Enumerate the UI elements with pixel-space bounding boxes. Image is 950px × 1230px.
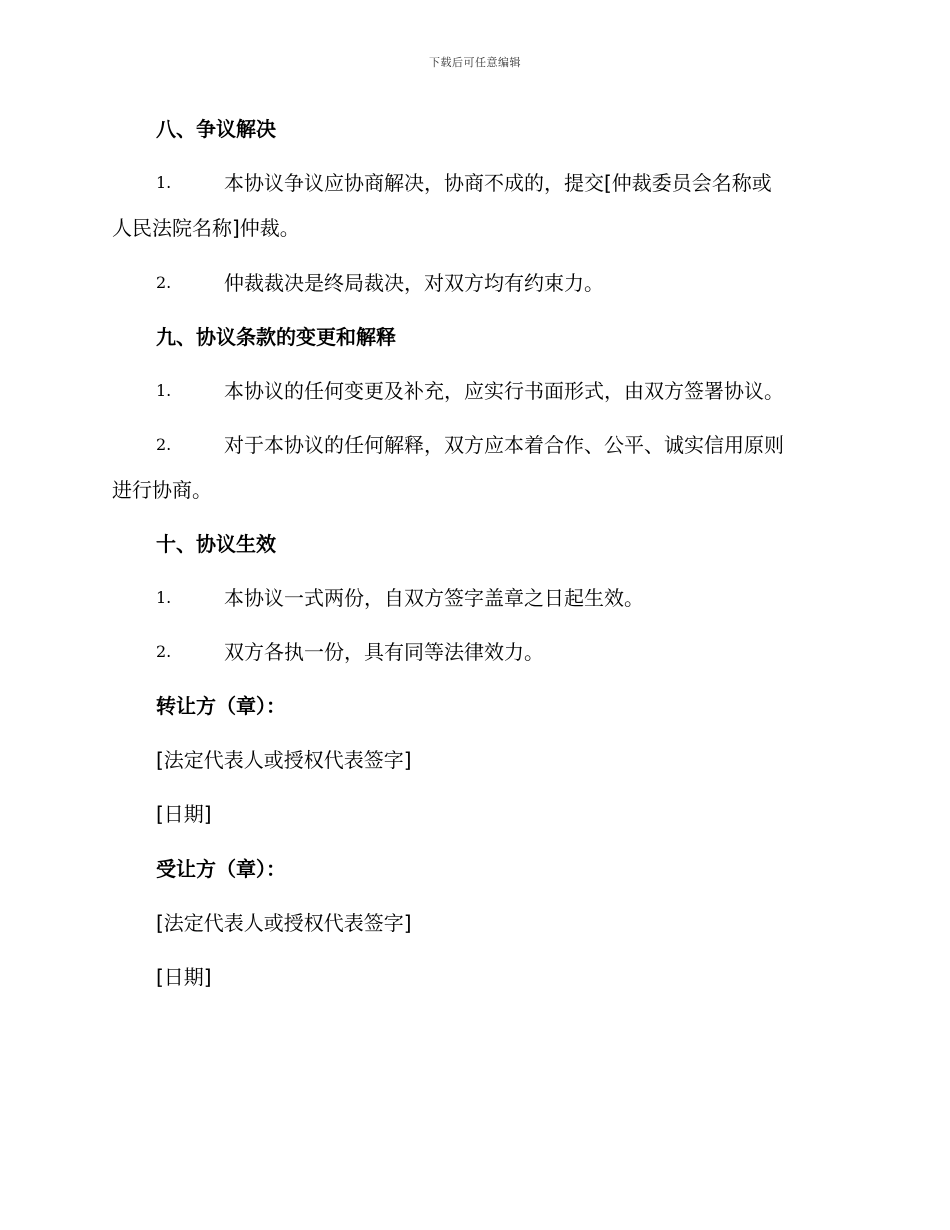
clause-text-continued: 进行协商。 xyxy=(112,478,212,502)
item-number: 1. xyxy=(156,173,172,192)
header-note: 下载后可任意编辑 xyxy=(429,56,521,69)
section-heading-dispute: 八、争议解决 xyxy=(156,117,276,141)
transferor-signature-placeholder: [法定代表人或授权代表签字] xyxy=(156,748,412,772)
clause-text-continued: 人民法院名称]仲裁。 xyxy=(112,216,300,240)
item-number: 2. xyxy=(156,273,172,292)
transferee-date-placeholder: [日期] xyxy=(156,965,212,989)
clause-text: 本协议争议应协商解决，协商不成的，提交[仲裁委员会名称或 xyxy=(224,171,772,195)
transferor-label: 转让方（章）： xyxy=(156,694,286,718)
clause-text: 双方各执一份，具有同等法律效力。 xyxy=(224,640,544,664)
transferee-signature-placeholder: [法定代表人或授权代表签字] xyxy=(156,911,412,935)
transferee-label: 受让方（章）： xyxy=(156,857,286,881)
transferor-date-placeholder: [日期] xyxy=(156,802,212,826)
section-heading-amendment: 九、协议条款的变更和解释 xyxy=(156,325,396,349)
item-number: 1. xyxy=(156,588,172,607)
clause-text: 对于本协议的任何解释，双方应本着合作、公平、诚实信用原则 xyxy=(224,433,784,457)
item-number: 2. xyxy=(156,642,172,661)
item-number: 1. xyxy=(156,381,172,400)
clause-text: 本协议的任何变更及补充，应实行书面形式，由双方签署协议。 xyxy=(224,379,784,403)
item-number: 2. xyxy=(156,435,172,454)
clause-text: 仲裁裁决是终局裁决，对双方均有约束力。 xyxy=(224,271,604,295)
section-heading-effectiveness: 十、协议生效 xyxy=(156,532,276,556)
clause-text: 本协议一式两份，自双方签字盖章之日起生效。 xyxy=(224,586,644,610)
